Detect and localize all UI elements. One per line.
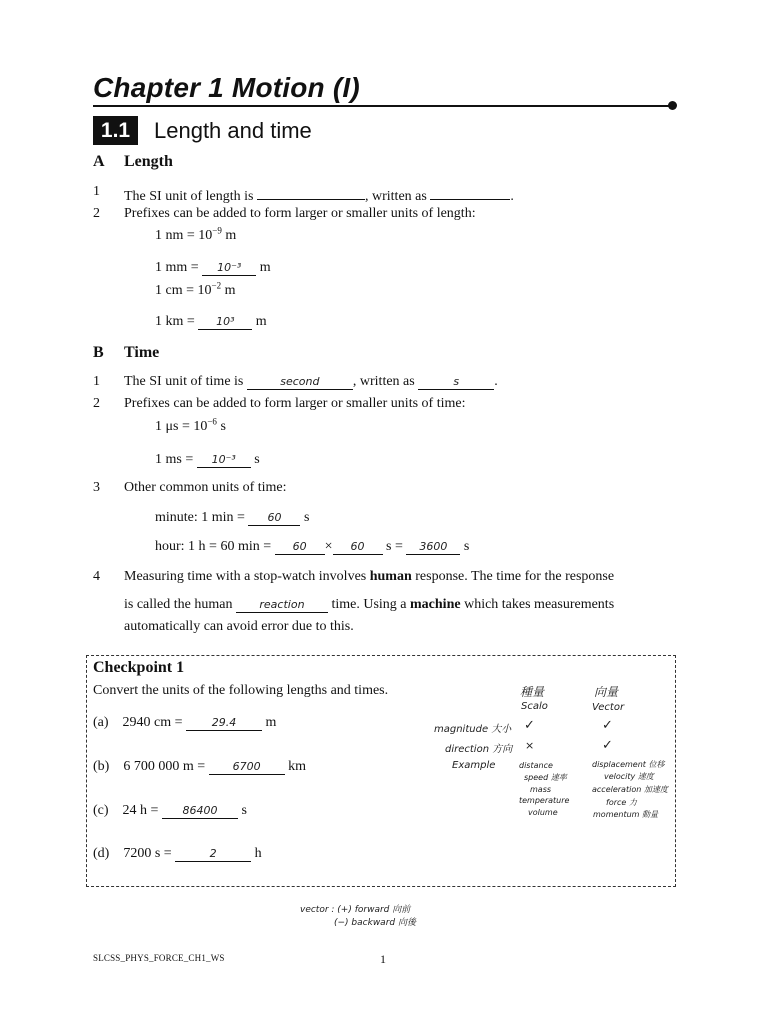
reaction-time-line-1: Measuring time with a stop-watch involves human response. The time for the response	[124, 569, 615, 584]
section-number-badge: 1.1	[93, 116, 138, 145]
part-a-letter: A	[93, 153, 105, 170]
item-number: 4	[93, 569, 100, 584]
prefix-time-sentence: Prefixes can be added to form larger or smaller units of time:	[124, 396, 466, 411]
note-scalar-example: speed 速率	[524, 773, 567, 782]
si-length-sentence: The SI unit of length is , written as .	[124, 184, 514, 205]
item-number: 1	[93, 184, 100, 199]
note-scalar-zh: 種量	[520, 685, 545, 699]
answer-blank[interactable]: 10³	[198, 314, 252, 330]
answer-blank[interactable]: 60	[275, 539, 325, 555]
other-units-sentence: Other common units of time:	[124, 480, 287, 495]
si-time-sentence: The SI unit of time is second , written as s .	[124, 374, 498, 389]
chapter-title: Chapter 1 Motion (I)	[93, 72, 360, 103]
chapter-rule	[93, 105, 671, 107]
part-b-letter: B	[93, 344, 104, 361]
checkpoint-question-b: (b) 6 700 000 m = 6700 km	[93, 759, 307, 774]
item-number: 2	[93, 206, 100, 221]
page-number: 1	[380, 952, 386, 966]
answer-blank[interactable]: s	[418, 374, 494, 390]
note-vector-example: displacement 位移	[592, 760, 665, 769]
note-scalar: Scalo	[521, 701, 548, 712]
footer-document-code: SLCSS_PHYS_FORCE_CH1_WS	[93, 953, 225, 963]
note-magnitude-vector-check: ✓	[602, 718, 613, 733]
checkpoint-title: Checkpoint 1	[93, 659, 185, 676]
chapter-rule-dot	[668, 101, 677, 110]
note-vector-direction-2: (−) backward 向後	[334, 918, 416, 928]
part-b-title: Time	[124, 344, 160, 361]
answer-blank[interactable]	[430, 184, 510, 200]
prefix-mm: 1 mm = 10⁻³ m	[155, 260, 271, 275]
answer-blank[interactable]: 3600	[406, 539, 460, 555]
note-direction-scalar-cross: ×	[525, 739, 535, 752]
reaction-time-line-3: automatically can avoid error due to this.	[124, 619, 354, 634]
prefix-km: 1 km = 10³ m	[155, 314, 267, 329]
item-number: 1	[93, 374, 100, 389]
note-magnitude-scalar-check: ✓	[524, 718, 535, 733]
note-vector: Vector	[592, 702, 625, 713]
note-example: Example	[452, 760, 496, 771]
answer-blank[interactable]	[257, 184, 365, 200]
part-a-title: Length	[124, 153, 173, 170]
note-vector-zh: 向量	[594, 685, 619, 699]
checkpoint-intro: Convert the units of the following lengths and times.	[93, 683, 389, 698]
answer-blank[interactable]: second	[247, 374, 353, 390]
item-number: 2	[93, 396, 100, 411]
prefix-ms: 1 ms = 10⁻³ s	[155, 452, 260, 467]
note-magnitude: magnitude 大小	[434, 724, 512, 735]
note-scalar-example: mass	[530, 785, 552, 794]
answer-blank[interactable]: 60	[333, 539, 383, 555]
hour-conversion: hour: 1 h = 60 min = 60 × 60 s = 3600 s	[155, 539, 470, 554]
note-scalar-example: distance	[519, 761, 553, 770]
prefix-length-sentence: Prefixes can be added to form larger or smaller units of length:	[124, 206, 476, 221]
note-vector-example: acceleration 加速度	[592, 785, 668, 794]
section-title: Length and time	[154, 118, 312, 143]
note-vector-direction-1: vector : (+) forward 向前	[300, 905, 411, 915]
answer-blank[interactable]: 2	[175, 846, 251, 862]
note-scalar-example: volume	[528, 808, 558, 817]
note-scalar-example: temperature	[519, 796, 570, 805]
checkpoint-question-c: (c) 24 h = 86400 s	[93, 803, 247, 818]
note-vector-example: force 力	[606, 798, 637, 807]
item-number: 3	[93, 480, 100, 495]
prefix-us: 1 $\mu s = 10^{-6}$ s	[155, 416, 226, 434]
note-direction: direction 方向	[445, 744, 513, 755]
answer-blank[interactable]: 29.4	[186, 715, 262, 731]
prefix-nm: 1 nm = $10^{-9}$ m	[155, 225, 237, 243]
checkpoint-question-d: (d) 7200 s = 2 h	[93, 846, 262, 861]
note-vector-example: momentum 動量	[593, 810, 659, 819]
answer-blank[interactable]: 6700	[209, 759, 285, 775]
answer-blank[interactable]: 10⁻³	[197, 452, 251, 468]
answer-blank[interactable]: 10⁻³	[202, 260, 256, 276]
note-direction-vector-check: ✓	[602, 738, 613, 753]
minute-conversion: minute: 1 min = 60 s	[155, 510, 310, 525]
answer-blank[interactable]: reaction	[236, 597, 328, 613]
note-vector-example: velocity 速度	[604, 772, 654, 781]
answer-blank[interactable]: 86400	[162, 803, 238, 819]
prefix-cm: 1 cm = $10^{-2}$ m	[155, 280, 236, 298]
reaction-time-line-2: is called the human reaction time. Using a machine which takes measurements	[124, 597, 615, 612]
checkpoint-question-a: (a) 2940 cm = 29.4 m	[93, 715, 277, 730]
answer-blank[interactable]: 60	[248, 510, 300, 526]
